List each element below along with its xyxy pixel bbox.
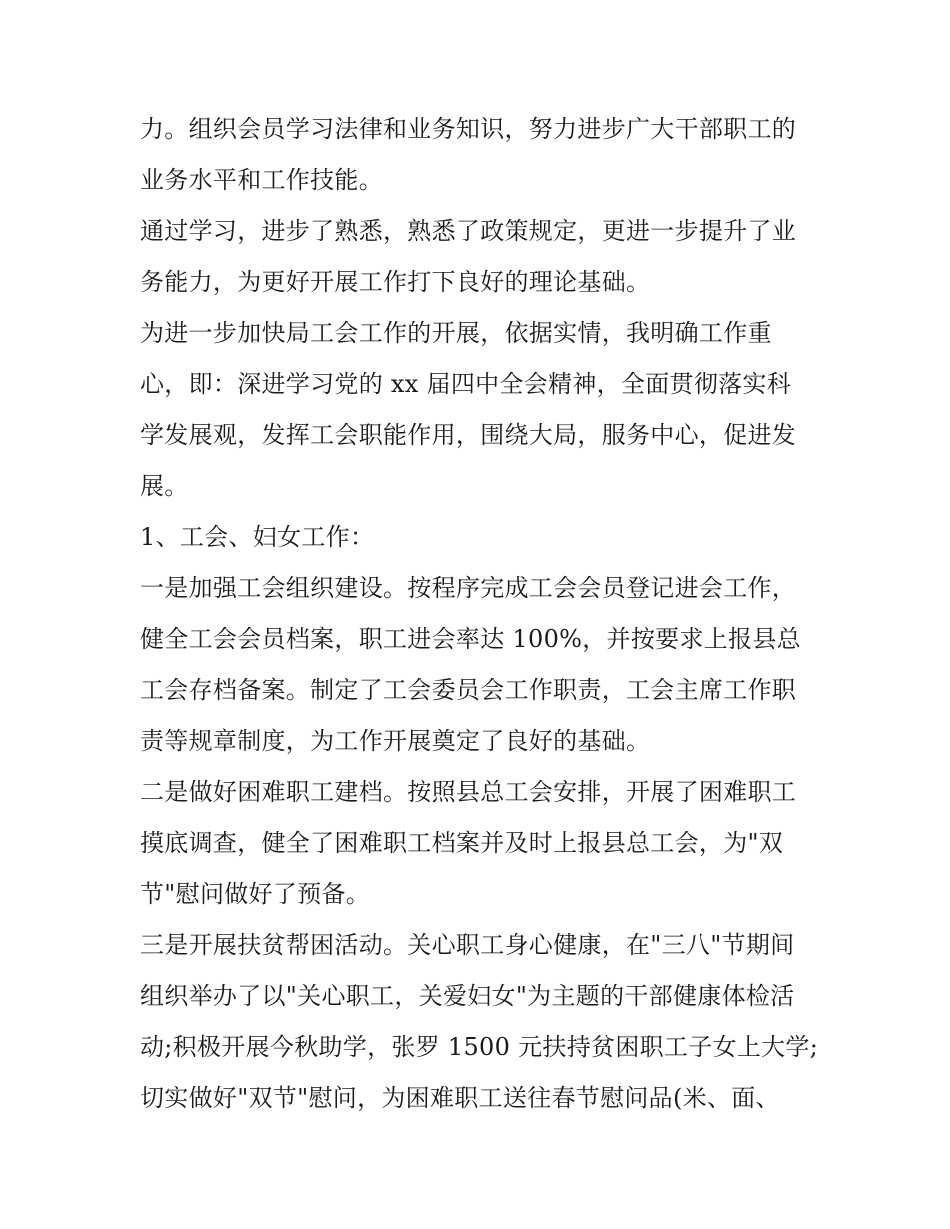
text-line: 工会存档备案。制定了工会委员会工作职责，工会主席工作职 [140, 676, 797, 704]
text-line: 切实做好"双节"慰问，为困难职工送往春节慰问品(米、面、 [140, 1084, 780, 1112]
text-line: 通过学习，进步了熟悉，熟悉了政策规定，更进一步提升了业 [140, 217, 797, 245]
text-line: 健全工会会员档案，职工进会率达 100%，并按要求上报县总 [140, 625, 801, 653]
text-line: 一是加强工会组织建设。按程序完成工会会员登记进会工作， [140, 574, 797, 602]
text-line: 心，即：深进学习党的 xx 届四中全会精神，全面贯彻落实科 [140, 370, 792, 398]
text-line: 动;积极开展今秋助学，张罗 1500 元扶持贫困职工子女上大学; [140, 1033, 819, 1061]
document-body [140, 104, 820, 1124]
text-line: 务能力，为更好开展工作打下良好的理论基础。 [140, 268, 651, 296]
text-line: 为进一步加快局工会工作的开展，依据实情，我明确工作重 [140, 319, 772, 347]
section-heading: 1、工会、妇女工作： [140, 523, 375, 551]
text-line: 展。 [140, 472, 189, 500]
text-line: 学发展观，发挥工会职能作用，围绕大局，服务中心，促进发 [140, 421, 797, 449]
text-line: 组织举办了以"关心职工，关爱妇女"为主题的干部健康体检活 [140, 982, 795, 1010]
text-line: 业务水平和工作技能。 [140, 166, 383, 194]
text-line: 二是做好困难职工建档。按照县总工会安排，开展了困难职工 [140, 778, 797, 806]
text-line: 节"慰问做好了预备。 [140, 880, 371, 908]
text-line: 摸底调查，健全了困难职工档案并及时上报县总工会，为"双 [140, 829, 784, 857]
text-line: 三是开展扶贫帮困活动。关心职工身心健康，在"三八"节期间 [140, 931, 795, 959]
text-line: 力。组织会员学习法律和业务知识，努力进步广大干部职工的 [140, 115, 797, 143]
text-line: 责等规章制度，为工作开展奠定了良好的基础。 [140, 727, 651, 755]
